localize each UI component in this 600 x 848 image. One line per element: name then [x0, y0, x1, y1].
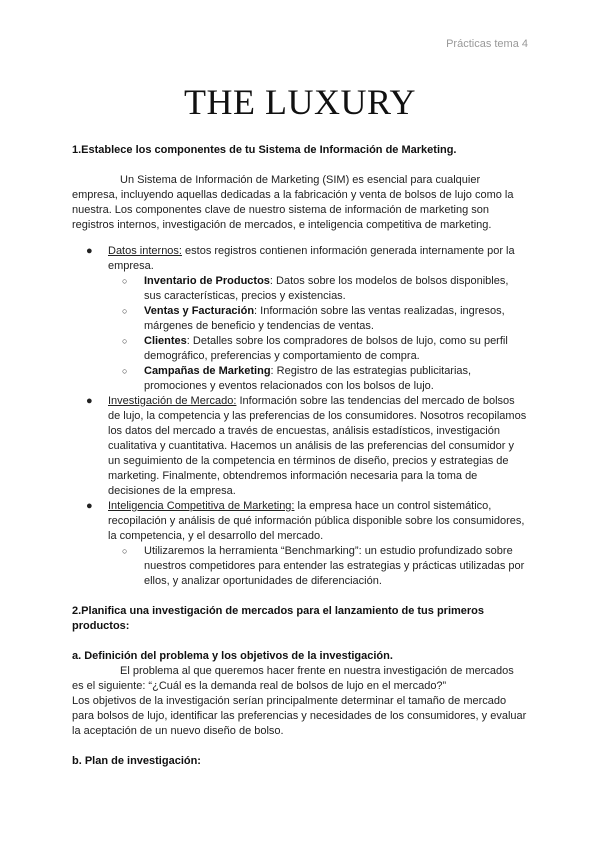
sub-item-text: Utilizaremos la herramienta “Benchmarking”: un estudio profundizado sobre nuestros competidores para entender las estrategias y prácticas utilizadas por ellos, y analizar oportunidades de diferenciación. — [144, 545, 525, 587]
circle-bullet-icon: ○ — [122, 336, 128, 346]
item-title: Investigación de Mercado: — [108, 395, 237, 407]
sub-item-title: Inventario de Productos — [144, 275, 270, 287]
item-title: Datos internos: — [108, 245, 182, 257]
section-1-intro: Un Sistema de Información de Marketing (SIM) es esencial para cualquier empresa, incluyendo aquellas dedicadas a la fabricación y venta de bolsos de lujo como la nuestra. Los componentes clave de nuestro sistema de información de marketing son registros internos, investigación de mercados, e inteligencia competitiva de marketing. — [72, 174, 514, 231]
components-list — [72, 244, 528, 589]
document-body — [72, 143, 528, 769]
item-text: estos registros contienen información generada internamente por la empresa. — [108, 245, 515, 272]
section-2a-paragraph-2: Los objetivos de la investigación serían principalmente determinar el tamaño de mercado para bolsos de lujo, identificar las preferencias y necesidades de los consumidores, y evaluar la aceptación de un nuevo diseño de bolso. — [72, 695, 527, 737]
sub-item-text: : Datos sobre los modelos de bolsos disponibles, sus características, precios y existencias. — [144, 275, 509, 302]
list-item-competitive-intelligence — [72, 499, 528, 589]
section-1-heading: 1.Establece los componentes de tu Sistema de Información de Marketing. — [72, 144, 457, 156]
sub-item-text: : Detalles sobre los compradores de bolsos de lujo, como su perfil demográfico, preferencias y comportamiento de compra. — [144, 335, 508, 362]
item-text: Información sobre las tendencias del mercado de bolsos de lujo, la competencia y las preferencias de los consumidores. Nosotros recopilamos los datos del mercado a través de encuestas, análisis estadísticos, investigación cualitativa y cuantitativa. Hacemos un análisis de las preferencias del consumidor y un seguimiento de la competencia en términos de diseño, precios y estrategias de marketing. Finalmente, obtendremos información necesaria para la toma de decisiones de la empresa. — [108, 395, 527, 497]
section-2-heading: 2.Planifica una investigación de mercados para el lanzamiento de tus primeros productos: — [72, 605, 485, 632]
bullet-icon: ● — [86, 395, 93, 407]
circle-bullet-icon: ○ — [122, 306, 128, 316]
sub-item-text: : Registro de las estrategias publicitarias, promociones y eventos relacionados con los bolsos de lujo. — [144, 365, 472, 392]
sublist-item — [108, 364, 528, 394]
circle-bullet-icon: ○ — [122, 546, 128, 556]
circle-bullet-icon: ○ — [122, 366, 128, 376]
section-2a-paragraph-1: El problema al que queremos hacer frente en nuestra investigación de mercados es el siguiente: “¿Cuál es la demanda real de bolsos de lujo en el mercado?” — [72, 665, 514, 692]
list-item-market-research — [72, 394, 528, 499]
document-title: THE LUXURY — [184, 82, 416, 122]
section-2b-heading: b. Plan de investigación: — [72, 755, 201, 767]
circle-bullet-icon: ○ — [122, 276, 128, 286]
sublist-item — [108, 274, 528, 304]
list-item-internal-data — [72, 244, 528, 394]
competitive-intelligence-sublist — [108, 544, 528, 589]
page-header: Prácticas tema 4 — [446, 38, 528, 50]
internal-data-sublist — [108, 274, 528, 394]
sub-item-title: Campañas de Marketing — [144, 365, 271, 377]
sublist-item — [108, 334, 528, 364]
bullet-icon: ● — [86, 500, 93, 512]
sub-item-title: Ventas y Facturación — [144, 305, 255, 317]
sublist-item — [108, 304, 528, 334]
sublist-item — [108, 544, 528, 589]
sub-item-text: : Información sobre las ventas realizadas, ingresos, márgenes de beneficio y tendencias de ventas. — [144, 305, 505, 332]
item-title: Inteligencia Competitiva de Marketing: — [108, 500, 295, 512]
section-2a-heading: a. Definición del problema y los objetivos de la investigación. — [72, 650, 393, 662]
item-text: la empresa hace un control sistemático, recopilación y análisis de qué información pública disponible sobre los consumidores, la competencia, y el desarrollo del mercado. — [108, 500, 525, 542]
bullet-icon: ● — [86, 245, 93, 257]
sub-item-title: Clientes — [144, 335, 187, 347]
